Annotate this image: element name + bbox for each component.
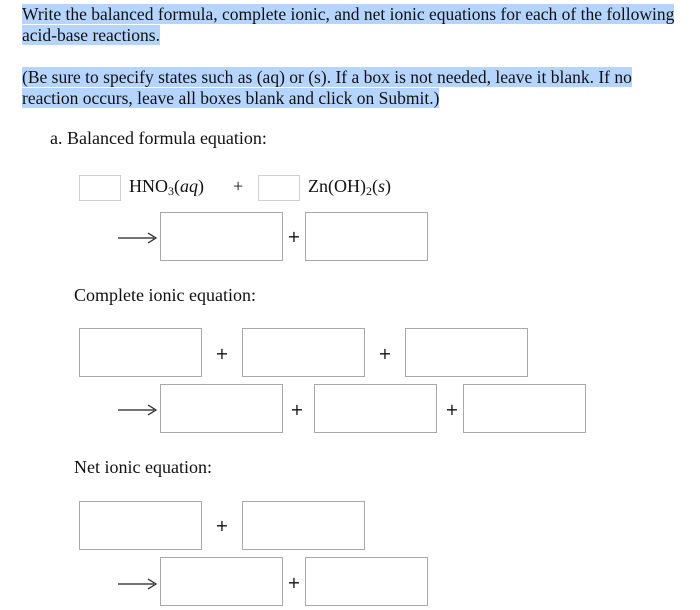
plus-sign: +	[233, 176, 244, 196]
complete-ionic-reactant-input-3[interactable]	[405, 328, 528, 377]
coefficient-input-zn-oh-2[interactable]	[258, 175, 300, 201]
net-ionic-product-input-1[interactable]	[160, 557, 283, 606]
complete-ionic-product-input-1[interactable]	[160, 384, 283, 433]
complete-ionic-product-input-3[interactable]	[463, 384, 586, 433]
plus-sign: +	[445, 400, 459, 419]
balanced-equation-label: Balanced formula equation:	[67, 128, 267, 148]
plus-sign: +	[215, 344, 229, 363]
part-a-heading	[50, 128, 267, 149]
net-ionic-product-input-2[interactable]	[305, 557, 428, 606]
reactant-zn-oh-2: $Zn(OH)_2(s)$	[308, 176, 391, 198]
complete-ionic-label: Complete ionic equation:	[74, 285, 256, 305]
instructions-paragraph	[22, 4, 682, 46]
product-input-1[interactable]	[160, 212, 283, 261]
complete-ionic-product-input-2[interactable]	[314, 384, 437, 433]
reaction-arrow-icon	[118, 577, 158, 591]
reaction-arrow-icon	[118, 231, 158, 245]
complete-ionic-reactant-input-1[interactable]	[79, 328, 202, 377]
instructions-text: Write the balanced formula, complete ionic, and net ionic equations for each of the following acid-base reactions.	[22, 4, 675, 45]
plus-sign: +	[215, 516, 229, 535]
reaction-arrow-icon	[118, 403, 158, 417]
net-ionic-label: Net ionic equation:	[74, 457, 212, 477]
notes-text: (Be sure to specify states such as (aq) or (s). If a box is not needed, leave it blank. If no reaction occurs, leave all boxes blank and click on Submit.)	[22, 67, 632, 108]
plus-sign: +	[287, 573, 301, 592]
plus-sign: +	[287, 227, 301, 246]
net-ionic-reactant-input-2[interactable]	[242, 501, 365, 550]
part-letter: a.	[50, 128, 63, 148]
product-input-2[interactable]	[305, 212, 428, 261]
net-ionic-reactant-input-1[interactable]	[79, 501, 202, 550]
plus-sign: +	[378, 344, 392, 363]
notes-paragraph	[22, 67, 682, 109]
coefficient-input-hno3[interactable]	[79, 175, 121, 201]
plus-sign: +	[290, 400, 304, 419]
reactant-hno3: $HNO_3(aq)$	[129, 176, 204, 198]
complete-ionic-reactant-input-2[interactable]	[242, 328, 365, 377]
